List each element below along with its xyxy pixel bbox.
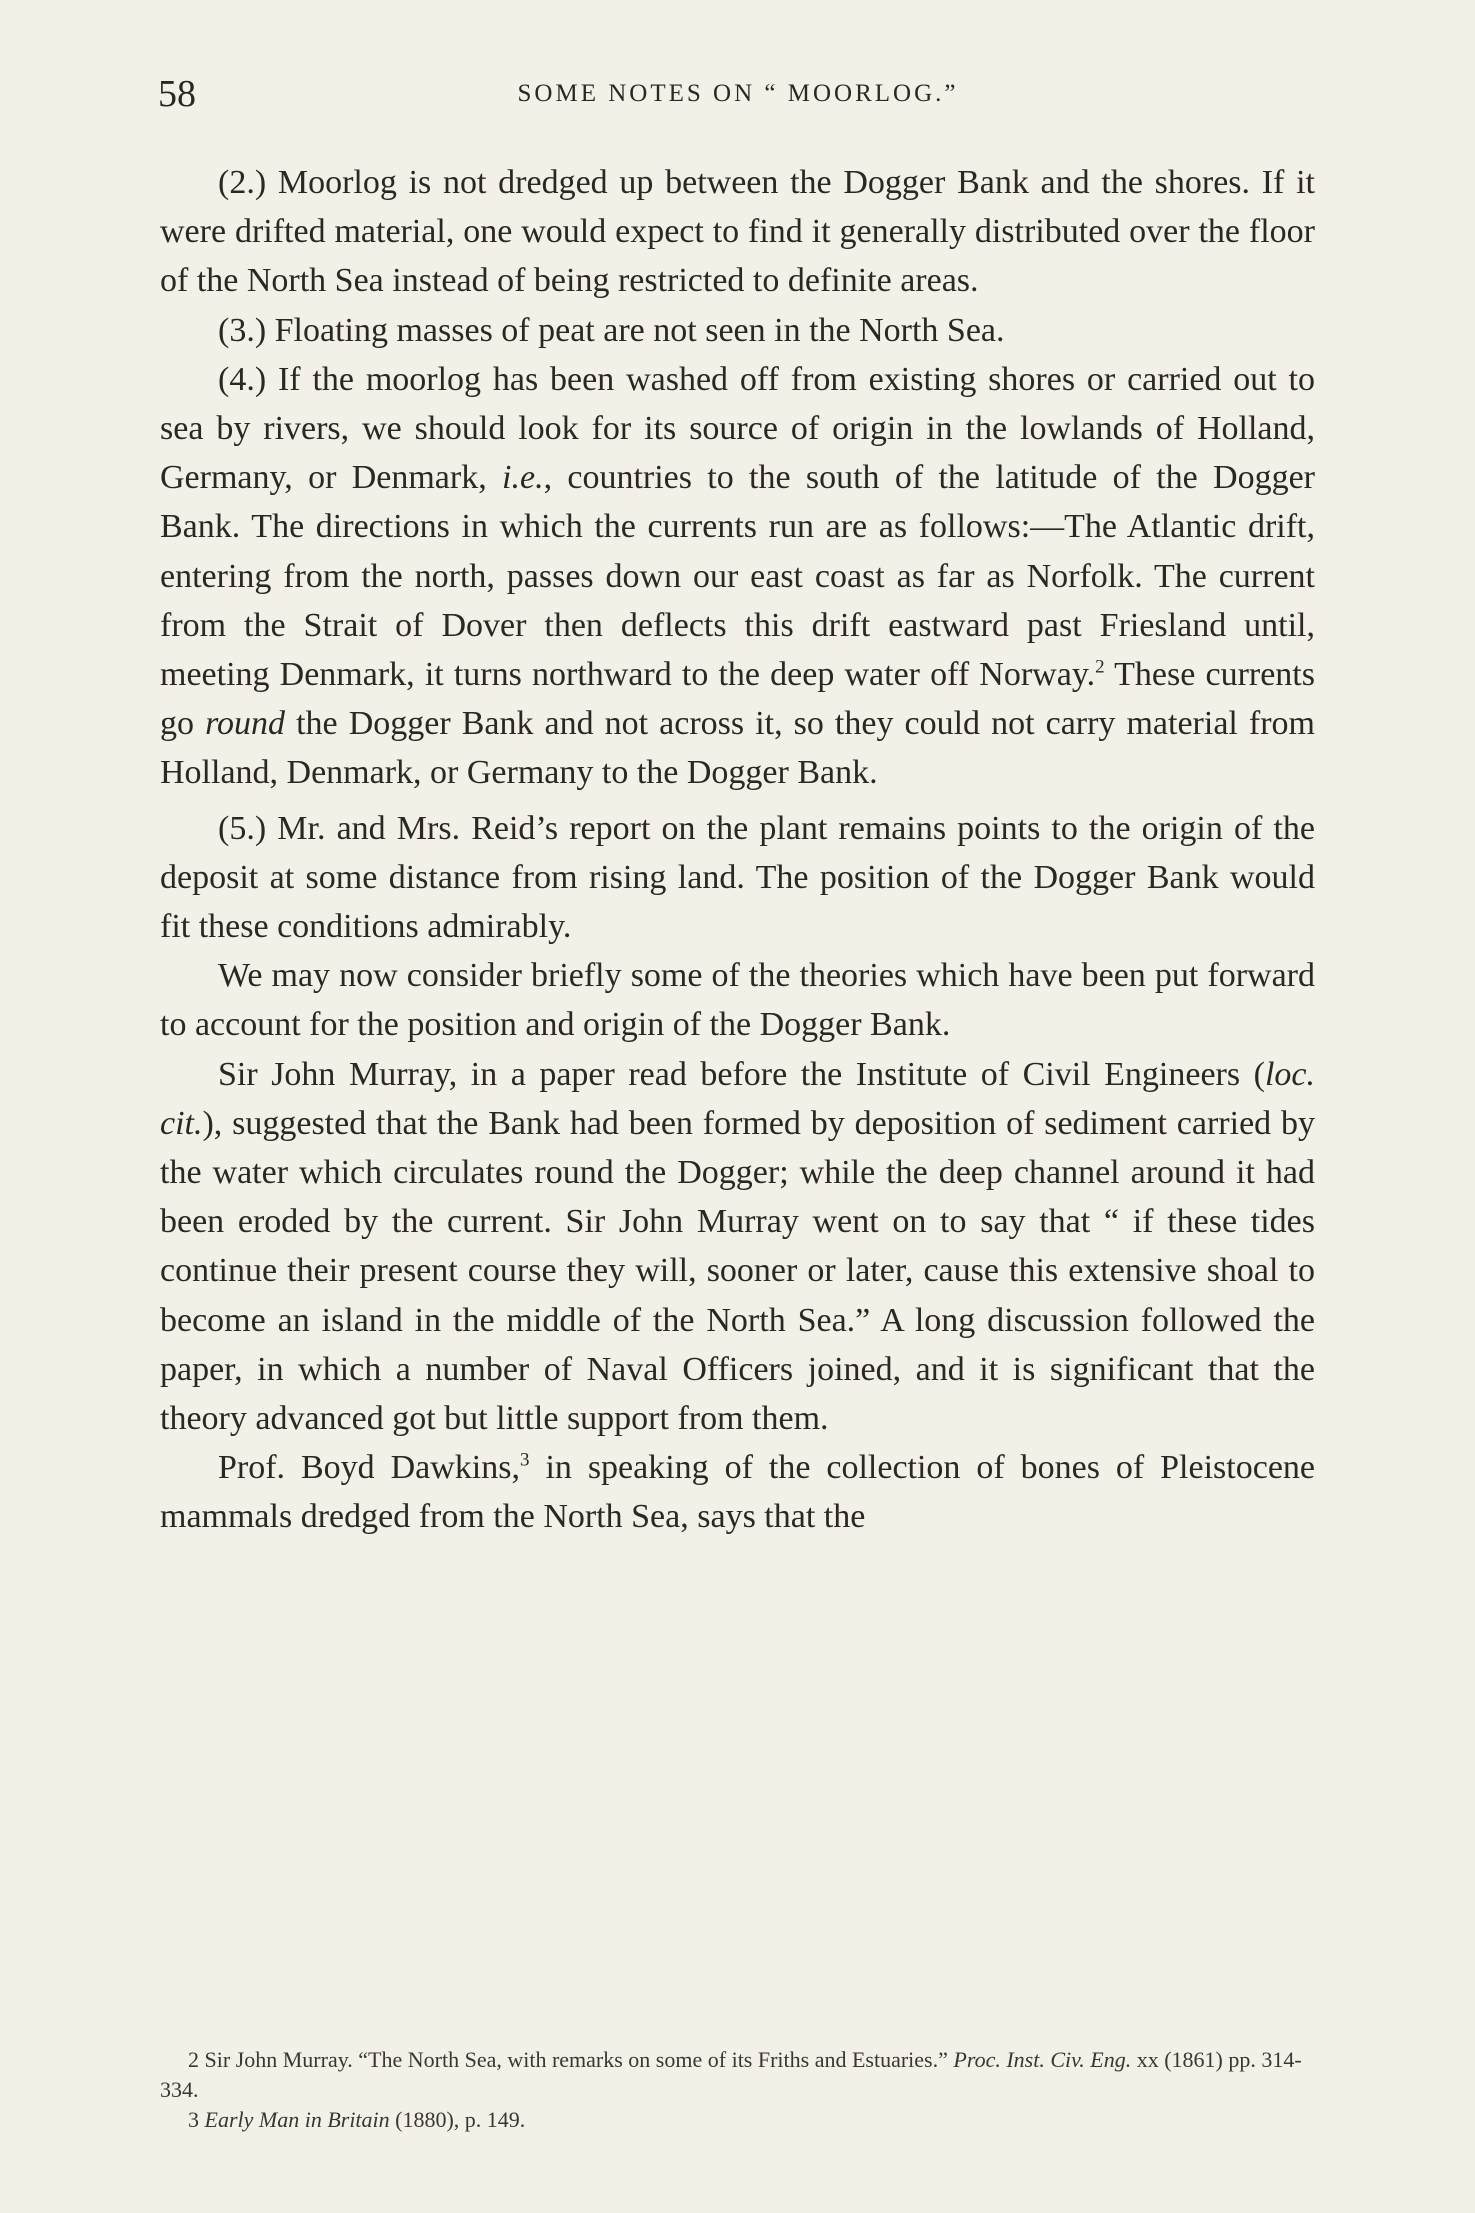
footnote-ref-3: 3 bbox=[520, 1449, 530, 1471]
italic-title: Early Man in Britain bbox=[204, 2107, 390, 2132]
text-run: , countries to the south of the latitude of the Dogger Bank. The directions in which the currents run are as follows:—The Atlantic drift, entering from the north, passes down our east coast as far as Norfolk. The current from the Strait of Dover then deflects this drift eastward past Friesland until, meeting Denmark, it turns northward to the deep water off Norway. bbox=[160, 459, 1316, 694]
paragraph-2: (2.) Moorlog is not dredged up between the Dogger Bank and the shores. If it were drifted material, one would expect to find it generally distributed over the floor of the North Sea instead of being restricted to definite areas. bbox=[160, 164, 1315, 300]
italic-round: round bbox=[205, 705, 286, 743]
body-text bbox=[160, 158, 1315, 1542]
paragraph-5: (5.) Mr. and Mrs. Reid’s report on the plant remains points to the origin of the deposit at some distance from rising land. The position of the Dogger Bank would fit these conditions admirably. bbox=[160, 809, 1315, 946]
italic-proc: Proc. Inst. Civ. Eng. bbox=[953, 2047, 1132, 2072]
text-run: 3 bbox=[188, 2107, 205, 2132]
text-run: Sir John Murray, in a paper read before the Institute of Civil Engineers ( bbox=[218, 1055, 1265, 1093]
footnote-ref-2: 2 bbox=[1095, 656, 1105, 678]
page-number: 58 bbox=[158, 73, 196, 115]
paragraph-3: (3.) Floating masses of peat are not seen in the North Sea. bbox=[218, 311, 1005, 349]
footnotes bbox=[160, 2045, 1315, 2135]
text-run: These currents go bbox=[160, 656, 1315, 743]
text-run: ), suggested that the Bank had been formed by deposition of sediment carried by the water which circulates round the Dogger; while the deep channel around it had been eroded by the current. Sir John Murray went on to say that “ if these tides continue their present course they will, sooner or later, cause this extensive shoal to become an island in the middle of the North Sea.” A long discussion followed the paper, in which a number of Naval Officers joined, and it is significant that the theory advanced got but little support from them. bbox=[160, 1104, 1315, 1438]
text-run: in speaking of the collection of bones of Pleistocene mammals dredged from the North Sea, says that the bbox=[160, 1449, 1315, 1536]
paragraph-dawkins bbox=[160, 1443, 1315, 1541]
footnote-2 bbox=[160, 2045, 1315, 2105]
text-run: 2 Sir John Murray. “The North Sea, with remarks on some of its Friths and Estuaries.” bbox=[188, 2047, 954, 2072]
page-header bbox=[158, 72, 1318, 122]
text-run: xx (1861) pp. 314-334. bbox=[160, 2047, 1302, 2102]
paragraph-4 bbox=[160, 355, 1315, 798]
paragraph-theories: We may now consider briefly some of the theories which have been put forward to account for the position and origin of the Dogger Bank. bbox=[160, 957, 1315, 1044]
italic-loc-cit: loc. cit. bbox=[160, 1055, 1315, 1142]
text-run: (1880), p. 149. bbox=[389, 2107, 526, 2132]
text-run: the Dogger Bank and not across it, so they could not carry material from Holland, Denmark, or Germany to the Dogger Bank. bbox=[160, 705, 1316, 792]
running-head: SOME NOTES ON “ MOORLOG.” bbox=[517, 80, 959, 107]
text-run: (4.) If the moorlog has been washed off from existing shores or carried out to sea by rivers, we should look for its source of origin in the lowlands of Holland, Germany, or Denmark, bbox=[160, 360, 1315, 497]
text-run: Prof. Boyd Dawkins, bbox=[218, 1449, 520, 1487]
footnote-3 bbox=[160, 2105, 1315, 2135]
paragraph-murray bbox=[160, 1050, 1315, 1444]
italic-ie: i.e. bbox=[502, 459, 544, 497]
